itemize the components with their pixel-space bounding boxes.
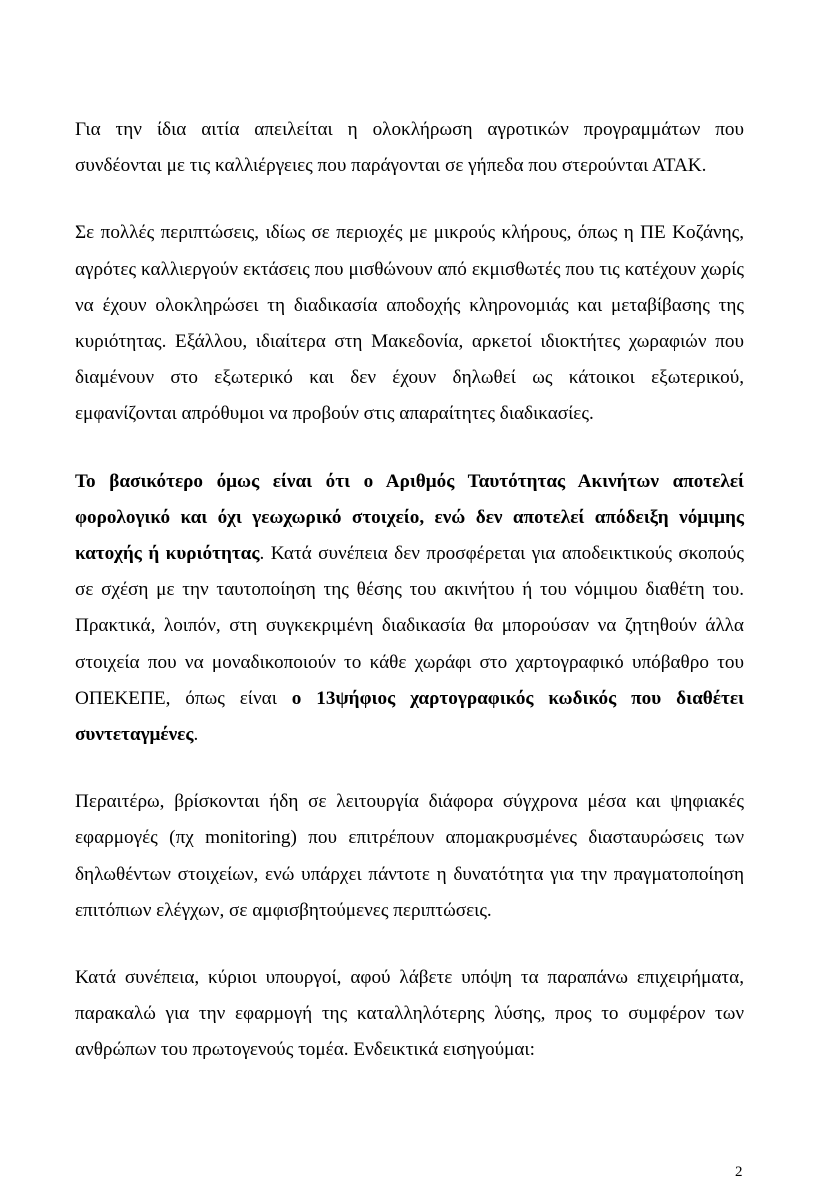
paragraph-5 (75, 960, 744, 1069)
paragraph-3-end: . (193, 724, 199, 746)
paragraph-3-bold-code: ο 13ψήφιος χαρτογραφικός κωδικός που διαθέτει συντεταγμένες (75, 687, 744, 746)
paragraph-1 (75, 112, 744, 184)
paragraph-2-text: Σε πολλές περιπτώσεις, ιδίως σε περιοχές με μικρούς κλήρους, όπως η ΠΕ Κοζάνης, αγρότες καλλιεργούν εκτάσεις που μισθώνουν από εκμισθωτές που τις κατέχουν χωρίς να έχουν ολοκληρώσει τη διαδικασία αποδοχής κληρονομιάς και μεταβίβασης της κυριότητας. Εξάλλου, ιδιαίτερα στη Μακεδονία, αρκετοί ιδιοκτήτες χωραφιών που διαμένουν στο εξωτερικό και δεν έχουν δηλωθεί ως κάτοικοι εξωτερικού, εμφανίζονται απρόθυμοι να προβούν στις απαραίτητες διαδικασίες. (75, 222, 744, 425)
paragraph-4 (75, 784, 744, 929)
paragraph-3-bold-statement: Το βασικότερο όμως είναι ότι ο Αριθμός Ταυτότητας Ακινήτων αποτελεί φορολογικό και όχι γεωχωρικό στοιχείο, ενώ δεν αποτελεί απόδειξη νόμιμης κατοχής ή κυριότητας (75, 470, 744, 565)
paragraph-1-text: Για την ίδια αιτία απειλείται η ολοκλήρωση αγροτικών προγραμμάτων που συνδέονται με τις καλλιέργειες που παράγονται σε γήπεδα που στερούνται ΑΤΑΚ. (75, 119, 744, 177)
paragraph-2 (75, 215, 744, 432)
paragraph-4-text: Περαιτέρω, βρίσκονται ήδη σε λειτουργία διάφορα σύγχρονα μέσα και ψηφιακές εφαρμογές (πχ monitoring) που επιτρέπουν απομακρυσμένες διασταυρώσεις των δηλωθέντων στοιχείων, ενώ υπάρχει πάντοτε η δυνατότητα για την πραγματοποίηση επιτόπιων ελέγχων, σε αμφισβητούμενες περιπτώσεις. (75, 791, 744, 921)
document-body (75, 112, 744, 1100)
page-number: 2 (735, 1164, 743, 1180)
paragraph-3 (75, 464, 744, 754)
paragraph-5-text: Κατά συνέπεια, κύριοι υπουργοί, αφού λάβετε υπόψη τα παραπάνω επιχειρήματα, παρακαλώ για την εφαρμογή της καταλληλότερης λύσης, προς το συμφέρον των ανθρώπων του πρωτογενούς τομέα. Ενδεικτικά εισηγούμαι: (75, 967, 744, 1061)
paragraph-3-text: . Κατά συνέπεια δεν προσφέρεται για αποδεικτικούς σκοπούς σε σχέση με την ταυτοποίηση της θέσης του ακινήτου ή του νόμιμου διαθέτη του. Πρακτικά, λοιπόν, στη συγκεκριμένη διαδικασία θα μπορούσαν να ζητηθούν άλλα στοιχεία που να μοναδικοποιούν το κάθε χωράφι στο χαρτογραφικό υπόβαθρο του ΟΠΕΚΕΠΕ, όπως είναι (75, 543, 744, 709)
